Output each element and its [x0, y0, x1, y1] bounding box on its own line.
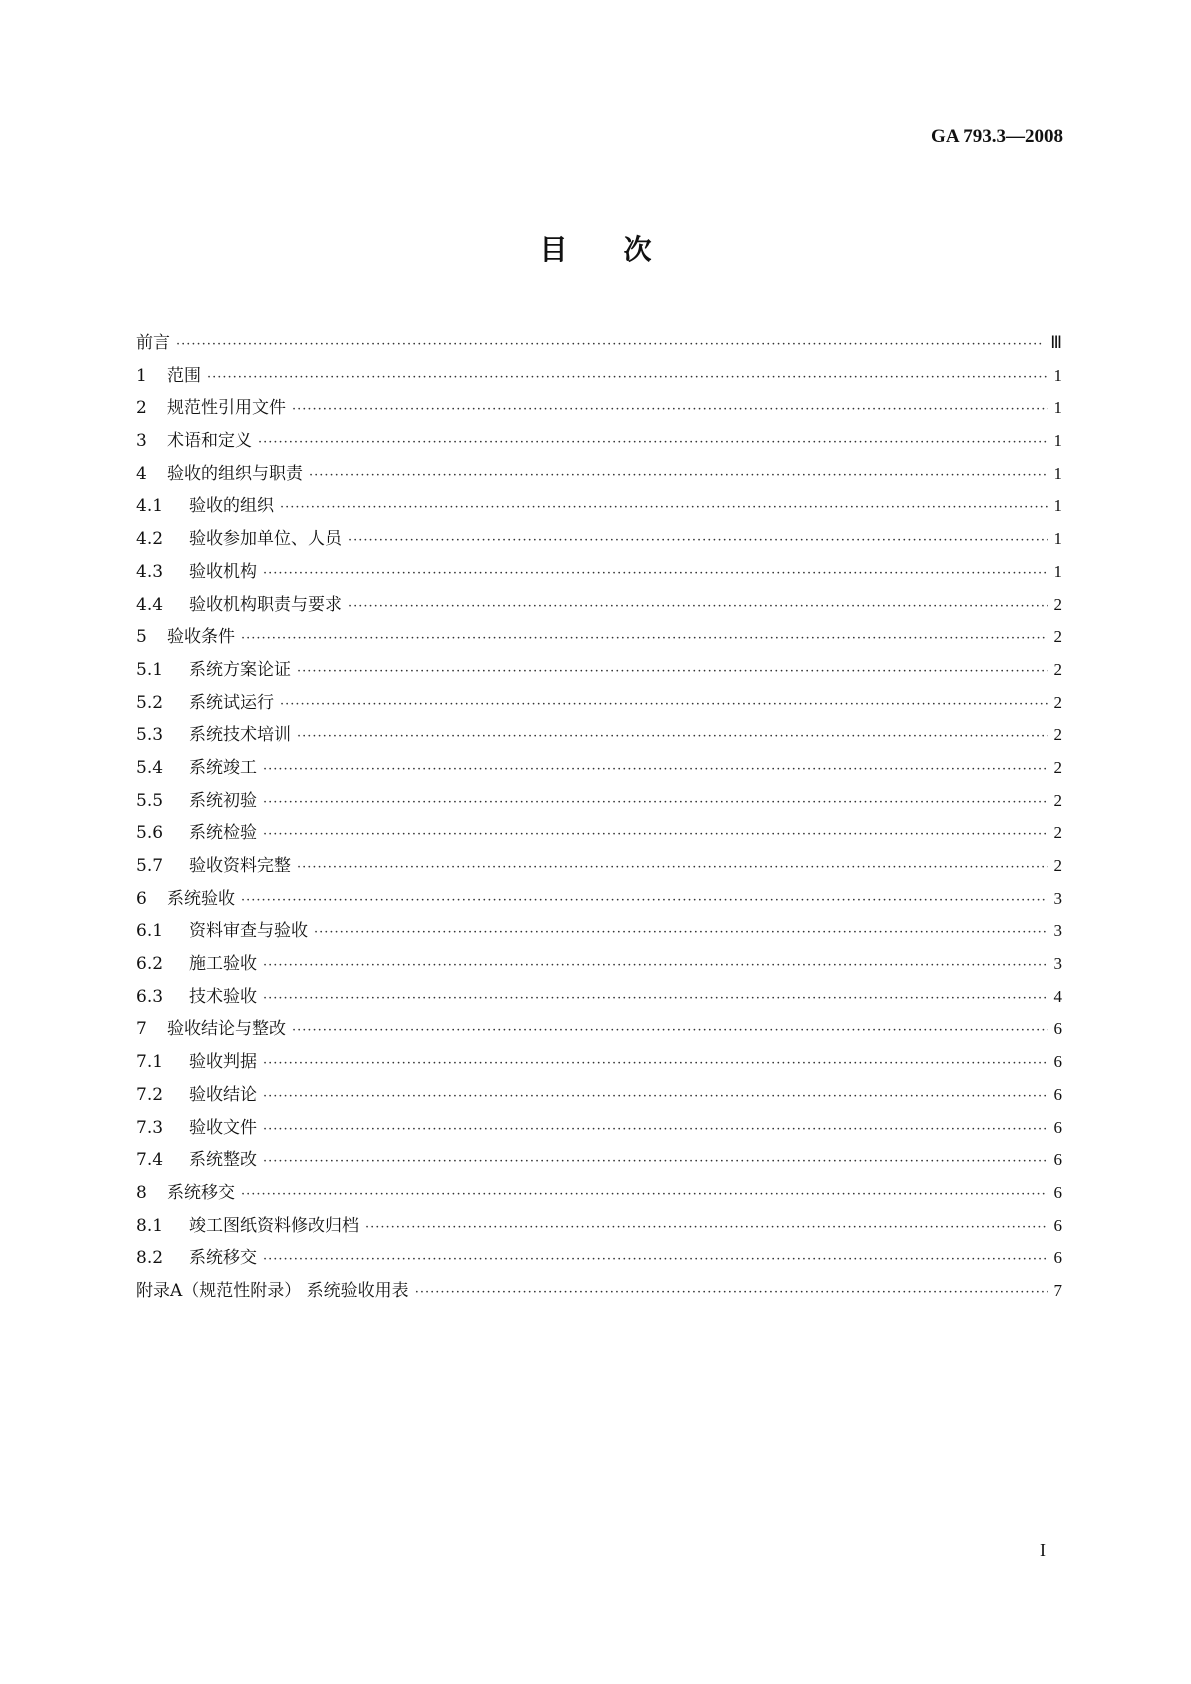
page-number: I	[1040, 1540, 1046, 1560]
toc-entry-page: 2	[1053, 823, 1062, 843]
toc-entry-page: 6	[1053, 1084, 1062, 1104]
dot-leader	[263, 1089, 1048, 1104]
dot-leader	[365, 1220, 1048, 1235]
toc-entry-number: 5.1	[136, 659, 164, 680]
dot-leader	[348, 599, 1048, 614]
toc-entry-number: 8.2	[136, 1248, 164, 1269]
toc-entry[interactable]	[136, 426, 1062, 459]
toc-entry-title: 验收机构职责与要求	[189, 594, 342, 615]
dot-leader	[297, 860, 1048, 875]
toc-entry-title: 系统竣工	[189, 757, 257, 778]
dot-leader	[297, 664, 1048, 679]
toc-entry-title: 验收判据	[189, 1052, 257, 1073]
toc-entry-number: 7.3	[136, 1117, 164, 1138]
toc-entry-page: 2	[1053, 757, 1062, 777]
toc-entry-title: 施工验收	[189, 954, 257, 975]
toc-entry[interactable]	[136, 393, 1062, 426]
toc-entry[interactable]	[136, 1243, 1062, 1276]
document-id-header: GA 793.3—2008	[931, 126, 1063, 147]
toc-entry-page: 1	[1053, 365, 1062, 385]
dot-leader	[280, 697, 1048, 712]
toc-entry-page: 6	[1053, 1117, 1062, 1137]
toc-entry-number: 7.1	[136, 1052, 164, 1073]
dot-leader	[176, 337, 1044, 352]
toc-entry-title: 系统移交	[167, 1182, 235, 1203]
toc-entry[interactable]	[136, 688, 1062, 721]
toc-entry-page: 1	[1053, 463, 1062, 483]
toc-entry-number: 4	[136, 463, 147, 484]
toc-entry-title: 验收机构	[189, 561, 257, 582]
toc-entry-page: 2	[1053, 790, 1062, 810]
toc-entry-number: 6.1	[136, 921, 164, 942]
toc-entry[interactable]	[136, 949, 1062, 982]
toc-entry-page: 6	[1053, 1182, 1062, 1202]
toc-entry-page: Ⅲ	[1050, 333, 1062, 352]
page-title: 目次	[539, 233, 708, 266]
dot-leader	[241, 893, 1048, 908]
toc-entry-title: 验收文件	[189, 1117, 257, 1138]
toc-entry-title: 系统试运行	[189, 692, 274, 713]
toc-entry-title: 系统检验	[189, 823, 257, 844]
toc-entry-number: 4.3	[136, 561, 164, 582]
dot-leader	[263, 566, 1048, 581]
dot-leader	[207, 370, 1048, 385]
toc-entry-page: 3	[1053, 921, 1062, 941]
toc-entry[interactable]	[136, 459, 1062, 492]
toc-entry[interactable]	[136, 361, 1062, 394]
dot-leader	[309, 468, 1048, 483]
toc-entry-title: 系统移交	[189, 1248, 257, 1269]
dot-leader	[292, 1023, 1048, 1038]
toc-entry-title: 规范性引用文件	[167, 398, 286, 419]
dot-leader	[292, 402, 1048, 417]
toc-entry-page: 2	[1053, 856, 1062, 875]
toc-entry[interactable]	[136, 557, 1062, 590]
dot-leader	[263, 827, 1048, 842]
toc-entry[interactable]	[136, 1080, 1062, 1113]
toc-entry-number: 5.7	[136, 856, 164, 876]
toc-entry[interactable]	[136, 916, 1062, 949]
toc-entry-page: 1	[1053, 398, 1062, 418]
dot-leader	[263, 795, 1048, 810]
toc-entry[interactable]	[136, 1047, 1062, 1080]
toc-entry-number: 6	[136, 888, 147, 909]
toc-entry-title: 技术验收	[189, 986, 257, 1007]
table-of-contents	[136, 328, 1062, 1309]
toc-entry-number: 6.2	[136, 954, 164, 975]
toc-entry-title: 系统整改	[189, 1150, 257, 1171]
toc-entry-page: 1	[1053, 431, 1062, 451]
toc-entry-title: 验收结论与整改	[167, 1019, 286, 1040]
toc-entry-number: 7.2	[136, 1084, 164, 1105]
toc-entry[interactable]	[136, 590, 1062, 623]
dot-leader	[241, 1187, 1048, 1202]
toc-entry-title: 附录A（规范性附录） 系统验收用表	[136, 1280, 409, 1301]
toc-entry-page: 1	[1053, 561, 1062, 581]
toc-entry-title: 验收条件	[167, 627, 235, 648]
toc-entry-number: 8.1	[136, 1215, 164, 1236]
toc-entry-number: 5.6	[136, 823, 164, 844]
dot-leader	[263, 1056, 1048, 1071]
toc-entry-page: 7	[1053, 1280, 1062, 1300]
toc-entry-title: 术语和定义	[167, 431, 252, 452]
toc-entry-title: 验收的组织	[189, 496, 274, 517]
toc-entry-number: 4.1	[136, 496, 164, 517]
toc-entry-title: 验收的组织与职责	[167, 463, 303, 484]
toc-entry-page: 1	[1053, 529, 1062, 549]
dot-leader	[263, 958, 1048, 973]
toc-entry-number: 6.3	[136, 986, 164, 1007]
toc-entry[interactable]	[136, 720, 1062, 753]
toc-entry-title: 资料审查与验收	[189, 921, 308, 942]
toc-entry-page: 2	[1053, 725, 1062, 745]
toc-entry-number: 4.4	[136, 594, 164, 615]
toc-entry-number: 7	[136, 1019, 147, 1040]
toc-entry-title: 系统方案论证	[189, 659, 291, 680]
toc-entry-page: 2	[1053, 627, 1062, 647]
dot-leader	[314, 925, 1048, 940]
toc-entry[interactable]	[136, 851, 1062, 884]
toc-entry-number: 5	[136, 627, 147, 648]
toc-entry[interactable]	[136, 1145, 1062, 1178]
toc-entry-page: 6	[1053, 1215, 1062, 1235]
toc-entry[interactable]	[136, 1276, 1062, 1309]
toc-entry-number: 4.2	[136, 529, 164, 550]
toc-entry-page: 3	[1053, 954, 1062, 974]
toc-entry[interactable]	[136, 818, 1062, 851]
toc-entry-title: 系统初验	[189, 790, 257, 811]
toc-entry-title: 竣工图纸资料修改归档	[189, 1215, 359, 1236]
toc-entry-number: 5.5	[136, 790, 164, 811]
toc-entry[interactable]	[136, 1178, 1062, 1211]
toc-entry[interactable]	[136, 786, 1062, 819]
toc-entry-number: 5.2	[136, 692, 164, 713]
toc-entry-number: 8	[136, 1182, 147, 1203]
toc-entry-title: 系统验收	[167, 888, 235, 909]
dot-leader	[258, 435, 1048, 450]
toc-entry[interactable]	[136, 1014, 1062, 1047]
toc-entry[interactable]	[136, 328, 1062, 361]
toc-entry[interactable]	[136, 753, 1062, 786]
dot-leader	[297, 729, 1048, 744]
toc-entry-number: 5.4	[136, 757, 164, 778]
toc-entry-page: 2	[1053, 594, 1062, 614]
dot-leader	[241, 631, 1048, 646]
dot-leader	[415, 1285, 1048, 1300]
dot-leader	[263, 1154, 1048, 1169]
toc-entry-number: 1	[136, 365, 147, 386]
toc-entry-number: 2	[136, 398, 147, 419]
toc-entry-page: 6	[1053, 1150, 1062, 1170]
dot-leader	[263, 1252, 1048, 1267]
toc-entry-page: 6	[1053, 1052, 1062, 1072]
toc-entry[interactable]	[136, 982, 1062, 1015]
toc-entry[interactable]	[136, 1113, 1062, 1146]
toc-entry-page: 6	[1053, 1019, 1062, 1039]
toc-entry-title: 范围	[167, 365, 201, 386]
toc-entry-title: 验收结论	[189, 1084, 257, 1105]
toc-entry-title: 验收参加单位、人员	[189, 529, 342, 550]
toc-entry-title: 验收资料完整	[189, 856, 291, 876]
toc-entry[interactable]	[136, 1211, 1062, 1244]
toc-entry[interactable]	[136, 655, 1062, 688]
dot-leader	[280, 500, 1048, 515]
toc-entry-page: 2	[1053, 659, 1062, 679]
toc-entry-page: 2	[1053, 692, 1062, 712]
toc-entry-title: 系统技术培训	[189, 725, 291, 746]
toc-entry[interactable]	[136, 491, 1062, 524]
toc-entry-number: 3	[136, 431, 147, 452]
toc-entry-page: 3	[1053, 888, 1062, 908]
toc-entry[interactable]	[136, 524, 1062, 557]
toc-entry-number: 5.3	[136, 725, 164, 746]
toc-entry-page: 6	[1053, 1248, 1062, 1268]
dot-leader	[263, 1122, 1048, 1137]
toc-entry[interactable]	[136, 622, 1062, 655]
dot-leader	[263, 762, 1048, 777]
toc-entry[interactable]	[136, 884, 1062, 917]
dot-leader	[263, 991, 1048, 1006]
toc-entry-page: 4	[1053, 986, 1062, 1006]
toc-entry-title: 前言	[136, 333, 170, 353]
toc-entry-number: 7.4	[136, 1150, 164, 1171]
dot-leader	[348, 533, 1048, 548]
toc-entry-page: 1	[1053, 496, 1062, 516]
